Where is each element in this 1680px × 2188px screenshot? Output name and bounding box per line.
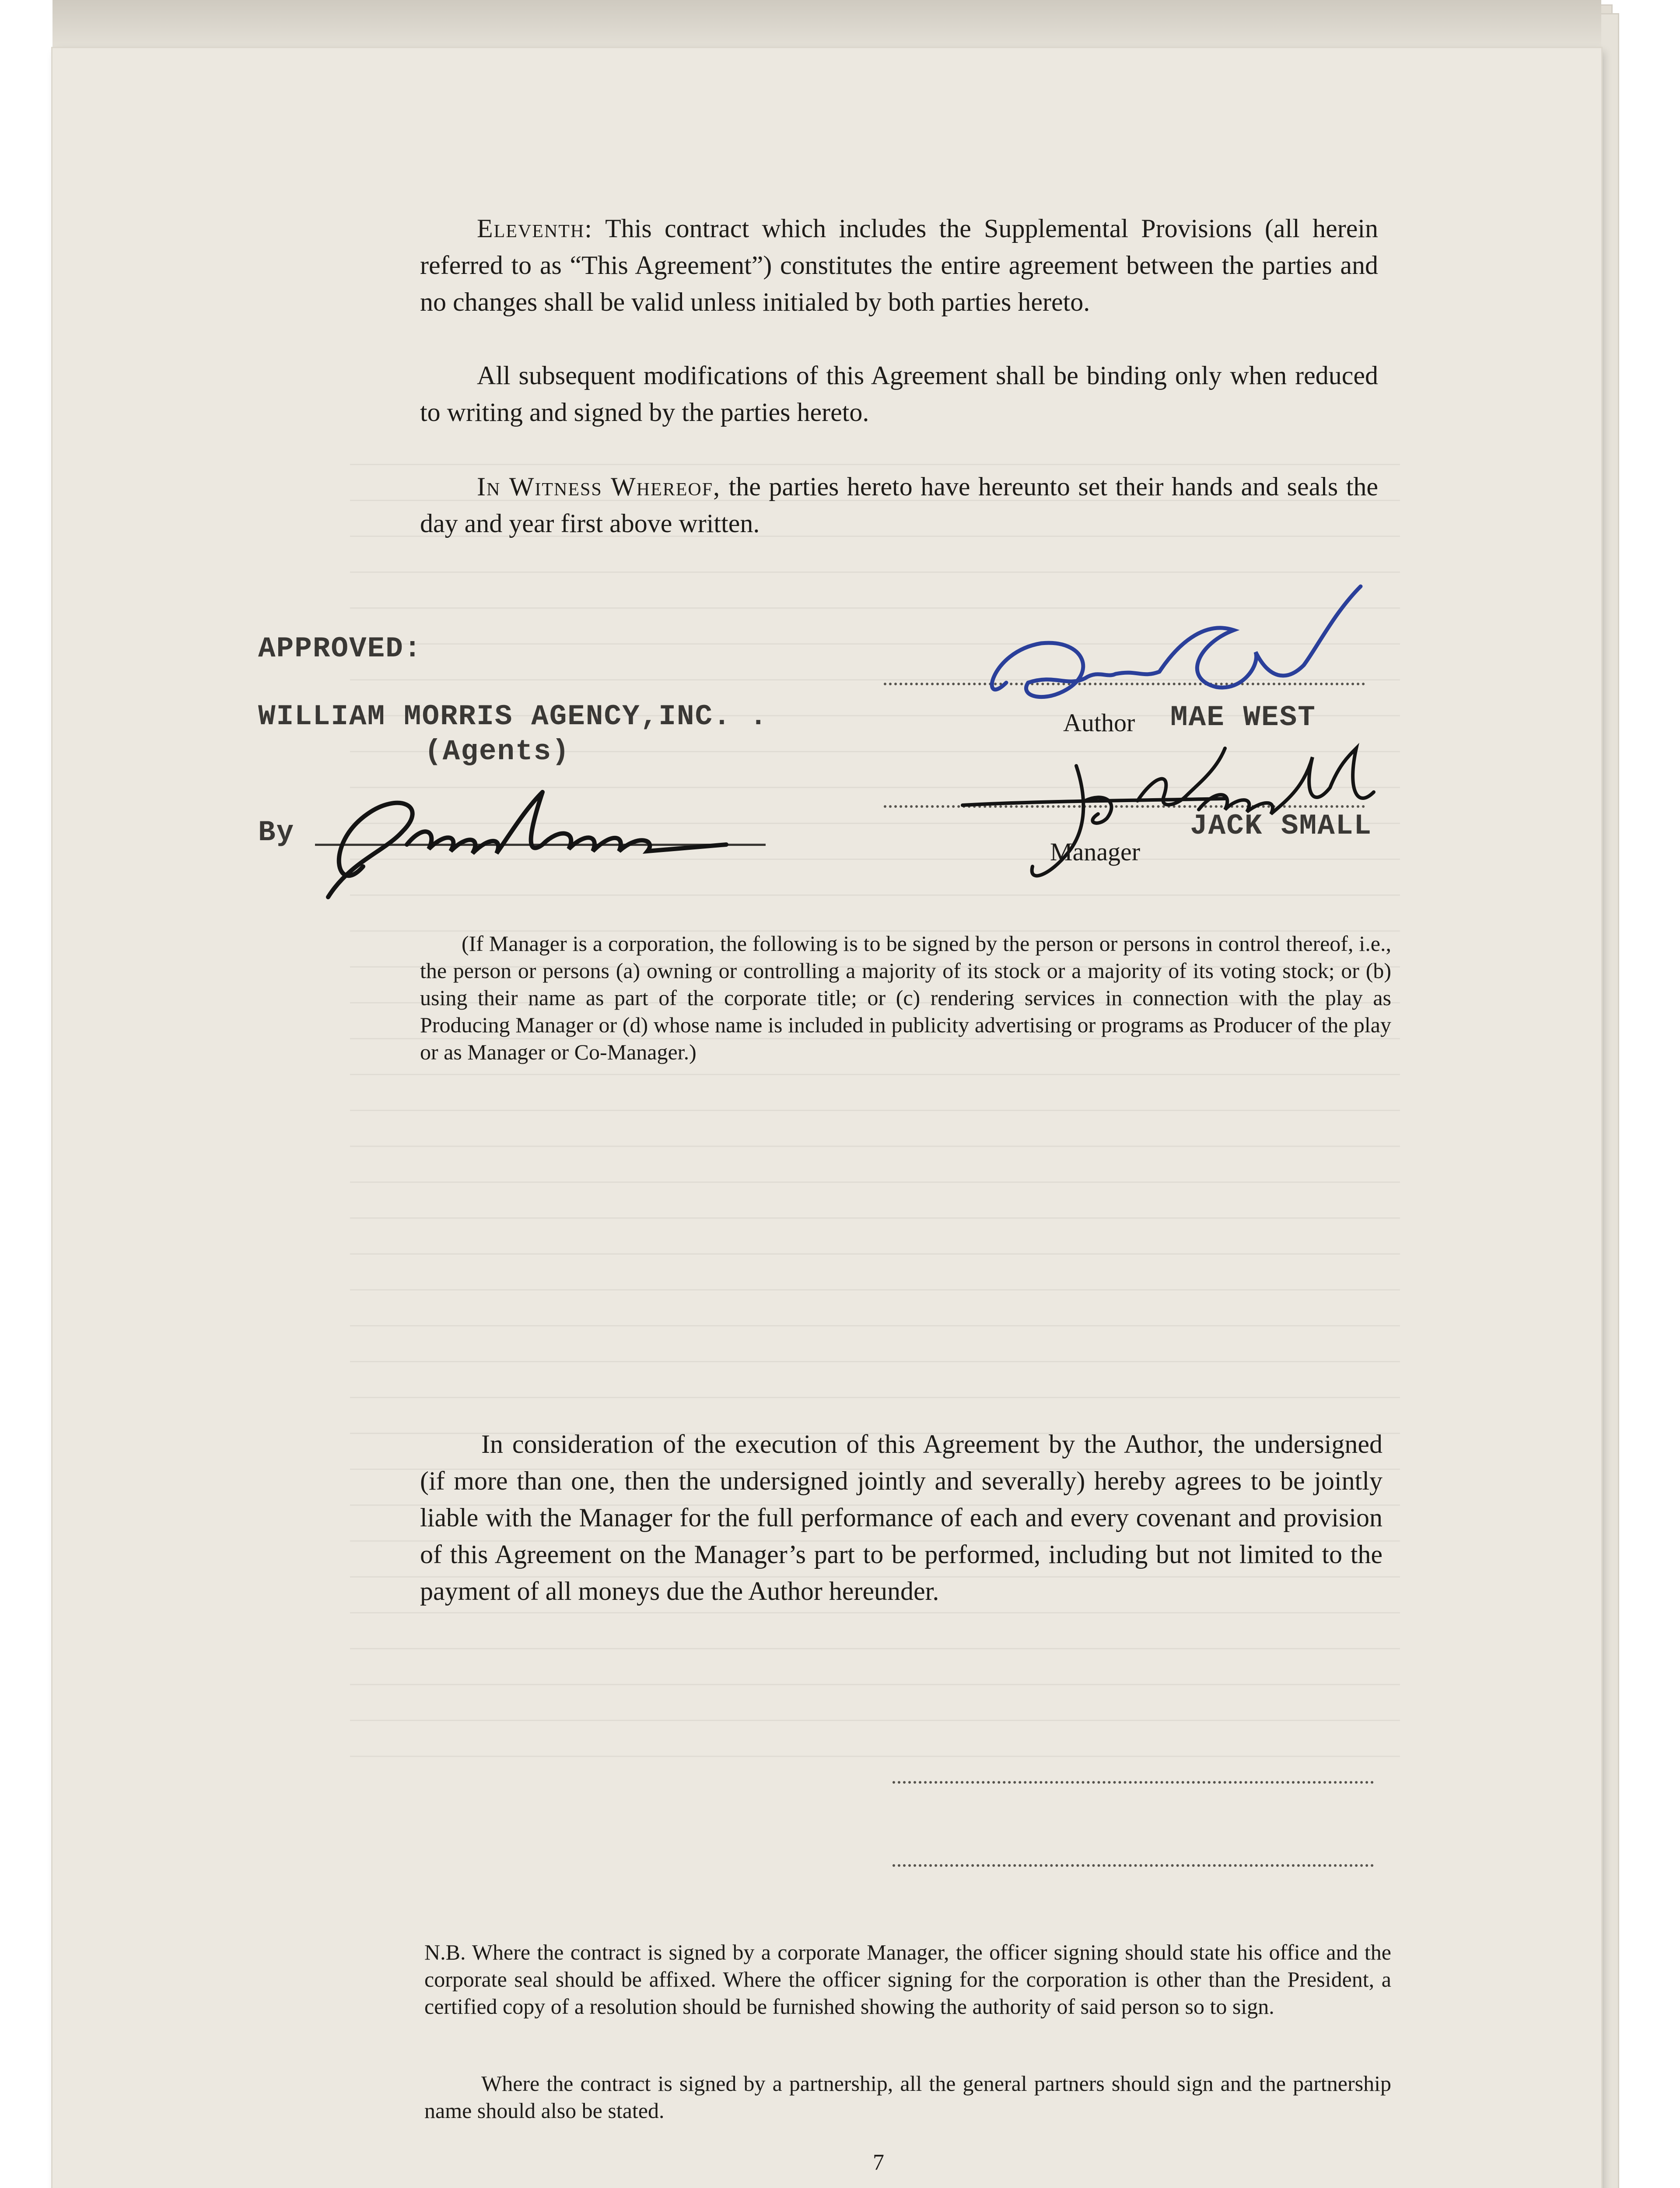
consideration-paragraph: In consideration of the execution of this Agreement by the Author, the undersigned (if more than one, then the undersigned jointly and severally) hereby agrees to be jointly liable with the Manager for the full performance of each and every covenant and provision of this Agreement on the Manager’s part to be performed, including but not limited to the payment of all moneys due the Author hereunder. xyxy=(420,1430,1382,1606)
page-number: 7 xyxy=(873,2150,884,2175)
modifications-paragraph: All subsequent modifications of this Agreement shall be binding only when reduced to writing and signed by the parties hereto. xyxy=(420,361,1378,427)
corporation-note: (If Manager is a corporation, the following is to be signed by the person or persons in control thereof, i.e., the person or persons (a) owning or controlling a majority of its stock or a majority of its voting stock; or (b) using their name as part of the corporate title; or (c) rendering services in connection with the play as Producing Manager or (d) whose name is included in publicity advertising or programs as Producer of the play or as Manager or Co-Manager.) xyxy=(420,931,1391,1064)
clause-eleventh-heading: Eleventh: xyxy=(477,214,593,243)
clause-eleventh-text: This contract which includes the Supplemental Provisions (all herein referred to as “This Agreement”) constitutes the entire agreement between the parties and no changes shall be valid unless initialed by both parties hereto. xyxy=(420,214,1378,316)
author-name: MAE WEST xyxy=(1170,701,1316,734)
partnership-note: Where the contract is signed by a partnership, all the general partners should sign and the partnership name should also be stated. xyxy=(424,2071,1391,2123)
guarantor-signature-line-2 xyxy=(892,1864,1374,1867)
contract-page xyxy=(52,48,1601,2188)
author-role-label: Author xyxy=(1063,708,1135,737)
agency-name-text: WILLIAM MORRIS AGENCY,INC. xyxy=(258,700,732,733)
agent-signature xyxy=(298,757,788,915)
guarantor-signature-line-1 xyxy=(892,1781,1374,1784)
manager-role-label: Manager xyxy=(1050,838,1141,866)
agency-punct: . xyxy=(749,700,768,733)
witness-clause xyxy=(420,468,1378,542)
agency-name xyxy=(258,700,768,733)
manager-name: JACK SMALL xyxy=(1190,810,1372,842)
previous-page-edge xyxy=(52,0,1601,48)
nb-note: N.B. Where the contract is signed by a corporate Manager, the officer signing should state his office and the corporate seal should be affixed. Where the officer signing for the corporation is other than the President, a certified copy of a resolution should be furnished showing the authority of said person so to sign. xyxy=(424,1940,1391,2019)
witness-text: the parties hereto have hereunto set their hands and seals the day and year first above written. xyxy=(420,472,1378,538)
by-label: By xyxy=(258,816,295,849)
approved-label: APPROVED: xyxy=(258,632,422,665)
agents-label: (Agents) xyxy=(424,735,570,768)
clause-eleventh xyxy=(420,210,1378,320)
witness-heading: In Witness Whereof, xyxy=(477,472,721,501)
